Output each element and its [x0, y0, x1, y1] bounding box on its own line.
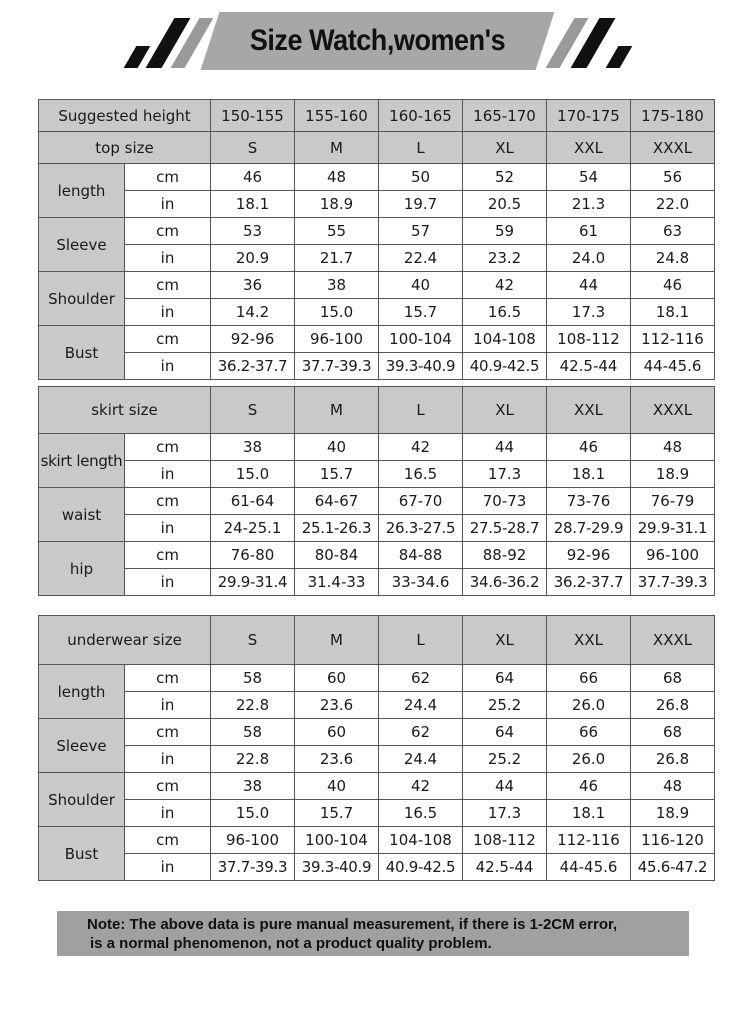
value-cell: 29.9-31.4 [211, 569, 295, 596]
value-cell: 48 [295, 164, 379, 191]
height-row [39, 100, 715, 132]
value-cell: 76-80 [211, 542, 295, 569]
value-cell: 24.0 [547, 245, 631, 272]
size-header-cell: XXXL [631, 616, 715, 665]
unit-label: in [125, 461, 211, 488]
height-range-cell: 155-160 [295, 100, 379, 132]
value-cell: 42.5-44 [547, 353, 631, 380]
value-cell: 22.4 [379, 245, 463, 272]
value-cell: 21.3 [547, 191, 631, 218]
measurement-label: length [39, 164, 125, 218]
value-cell: 15.7 [379, 299, 463, 326]
value-cell: 15.0 [211, 461, 295, 488]
measurement-row [39, 326, 715, 353]
size-header-cell: XXL [547, 616, 631, 665]
value-cell: 64 [463, 719, 547, 746]
value-cell: 58 [211, 719, 295, 746]
value-cell: 70-73 [463, 488, 547, 515]
unit-label: cm [125, 542, 211, 569]
height-range-cell: 160-165 [379, 100, 463, 132]
measurement-row [39, 353, 715, 380]
value-cell: 37.7-39.3 [295, 353, 379, 380]
value-cell: 25.1-26.3 [295, 515, 379, 542]
page-title: Size Watch,women's [249, 24, 506, 57]
value-cell: 19.7 [379, 191, 463, 218]
size-header-cell: XXXL [631, 132, 715, 164]
value-cell: 92-96 [547, 542, 631, 569]
value-cell: 40 [295, 434, 379, 461]
value-cell: 18.1 [547, 461, 631, 488]
size-label: top size [39, 132, 211, 164]
size-header-cell: L [379, 387, 463, 434]
measurement-row [39, 218, 715, 245]
value-cell: 34.6-36.2 [463, 569, 547, 596]
value-cell: 58 [211, 665, 295, 692]
measurement-row [39, 272, 715, 299]
height-range-cell: 175-180 [631, 100, 715, 132]
value-cell: 100-104 [379, 326, 463, 353]
size-header-cell: XXL [547, 132, 631, 164]
value-cell: 46 [631, 272, 715, 299]
unit-label: cm [125, 434, 211, 461]
size-header-row [39, 132, 715, 164]
value-cell: 45.6-47.2 [631, 854, 715, 881]
size-header-cell: XL [463, 616, 547, 665]
value-cell: 46 [211, 164, 295, 191]
value-cell: 84-88 [379, 542, 463, 569]
value-cell: 50 [379, 164, 463, 191]
value-cell: 116-120 [631, 827, 715, 854]
measurement-row [39, 692, 715, 719]
measurement-row [39, 746, 715, 773]
value-cell: 22.0 [631, 191, 715, 218]
value-cell: 63 [631, 218, 715, 245]
size-header-cell: XL [463, 387, 547, 434]
unit-label: in [125, 191, 211, 218]
value-cell: 36.2-37.7 [547, 569, 631, 596]
size-header-row [39, 387, 715, 434]
value-cell: 73-76 [547, 488, 631, 515]
value-cell: 26.3-27.5 [379, 515, 463, 542]
unit-label: in [125, 299, 211, 326]
value-cell: 16.5 [379, 461, 463, 488]
value-cell: 52 [463, 164, 547, 191]
value-cell: 67-70 [379, 488, 463, 515]
value-cell: 38 [295, 272, 379, 299]
value-cell: 112-116 [547, 827, 631, 854]
value-cell: 16.5 [379, 800, 463, 827]
value-cell: 24-25.1 [211, 515, 295, 542]
height-range-cell: 170-175 [547, 100, 631, 132]
measurement-label: Bust [39, 326, 125, 380]
measurement-row [39, 542, 715, 569]
measurement-row [39, 164, 715, 191]
size-header-row [39, 616, 715, 665]
unit-label: cm [125, 488, 211, 515]
skirt-size-table [38, 386, 715, 596]
top-size-table [38, 99, 715, 380]
measurement-label: Sleeve [39, 218, 125, 272]
size-header-cell: XXXL [631, 387, 715, 434]
size-label: skirt size [39, 387, 211, 434]
value-cell: 25.2 [463, 746, 547, 773]
value-cell: 38 [211, 434, 295, 461]
value-cell: 40.9-42.5 [463, 353, 547, 380]
measurement-row [39, 800, 715, 827]
unit-label: in [125, 854, 211, 881]
unit-label: cm [125, 719, 211, 746]
measurement-row [39, 299, 715, 326]
size-header-cell: M [295, 132, 379, 164]
value-cell: 55 [295, 218, 379, 245]
value-cell: 18.9 [631, 800, 715, 827]
value-cell: 36.2-37.7 [211, 353, 295, 380]
value-cell: 44 [463, 434, 547, 461]
value-cell: 33-34.6 [379, 569, 463, 596]
value-cell: 44-45.6 [547, 854, 631, 881]
value-cell: 46 [547, 773, 631, 800]
value-cell: 100-104 [295, 827, 379, 854]
value-cell: 22.8 [211, 746, 295, 773]
value-cell: 18.9 [295, 191, 379, 218]
value-cell: 96-100 [295, 326, 379, 353]
right-stripe-decoration [606, 46, 633, 68]
value-cell: 48 [631, 773, 715, 800]
value-cell: 60 [295, 719, 379, 746]
value-cell: 26.8 [631, 692, 715, 719]
measurement-row [39, 461, 715, 488]
value-cell: 40.9-42.5 [379, 854, 463, 881]
measurement-label: skirt length [39, 434, 125, 488]
size-header-cell: L [379, 132, 463, 164]
note-bar [57, 911, 689, 956]
value-cell: 23.6 [295, 746, 379, 773]
unit-label: in [125, 569, 211, 596]
value-cell: 39.3-40.9 [295, 854, 379, 881]
value-cell: 18.1 [547, 800, 631, 827]
value-cell: 26.0 [547, 746, 631, 773]
value-cell: 15.7 [295, 800, 379, 827]
value-cell: 21.7 [295, 245, 379, 272]
unit-label: cm [125, 272, 211, 299]
measurement-row [39, 854, 715, 881]
measurement-label: waist [39, 488, 125, 542]
value-cell: 36 [211, 272, 295, 299]
size-header-cell: XXL [547, 387, 631, 434]
value-cell: 108-112 [463, 827, 547, 854]
value-cell: 15.0 [211, 800, 295, 827]
value-cell: 88-92 [463, 542, 547, 569]
value-cell: 18.1 [211, 191, 295, 218]
measurement-label: length [39, 665, 125, 719]
value-cell: 15.0 [295, 299, 379, 326]
value-cell: 22.8 [211, 692, 295, 719]
value-cell: 104-108 [379, 827, 463, 854]
value-cell: 38 [211, 773, 295, 800]
size-header-cell: S [211, 387, 295, 434]
value-cell: 57 [379, 218, 463, 245]
measurement-row [39, 827, 715, 854]
value-cell: 48 [631, 434, 715, 461]
value-cell: 62 [379, 665, 463, 692]
unit-label: in [125, 746, 211, 773]
underwear-size-table [38, 615, 715, 881]
value-cell: 14.2 [211, 299, 295, 326]
measurement-label: Shoulder [39, 773, 125, 827]
value-cell: 17.3 [547, 299, 631, 326]
value-cell: 31.4-33 [295, 569, 379, 596]
measurement-row [39, 515, 715, 542]
value-cell: 42 [463, 272, 547, 299]
value-cell: 26.8 [631, 746, 715, 773]
unit-label: cm [125, 218, 211, 245]
value-cell: 68 [631, 665, 715, 692]
value-cell: 39.3-40.9 [379, 353, 463, 380]
height-label: Suggested height [39, 100, 211, 132]
size-header-cell: M [295, 616, 379, 665]
value-cell: 44 [463, 773, 547, 800]
unit-label: in [125, 515, 211, 542]
value-cell: 53 [211, 218, 295, 245]
measurement-label: hip [39, 542, 125, 596]
value-cell: 92-96 [211, 326, 295, 353]
unit-label: cm [125, 326, 211, 353]
unit-label: cm [125, 773, 211, 800]
value-cell: 25.2 [463, 692, 547, 719]
value-cell: 20.9 [211, 245, 295, 272]
value-cell: 80-84 [295, 542, 379, 569]
height-range-cell: 150-155 [211, 100, 295, 132]
note-line-1: Note: The above data is pure manual measurement, if there is 1-2CM error, [87, 916, 618, 933]
measurement-row [39, 434, 715, 461]
value-cell: 60 [295, 665, 379, 692]
value-cell: 44 [547, 272, 631, 299]
value-cell: 61 [547, 218, 631, 245]
measurement-row [39, 569, 715, 596]
unit-label: in [125, 692, 211, 719]
value-cell: 66 [547, 719, 631, 746]
measurement-row [39, 665, 715, 692]
unit-label: in [125, 353, 211, 380]
value-cell: 40 [379, 272, 463, 299]
size-header-cell: XL [463, 132, 547, 164]
value-cell: 17.3 [463, 461, 547, 488]
size-header-cell: S [211, 132, 295, 164]
value-cell: 17.3 [463, 800, 547, 827]
value-cell: 54 [547, 164, 631, 191]
height-range-cell: 165-170 [463, 100, 547, 132]
value-cell: 24.8 [631, 245, 715, 272]
measurement-label: Sleeve [39, 719, 125, 773]
value-cell: 64-67 [295, 488, 379, 515]
value-cell: 23.2 [463, 245, 547, 272]
value-cell: 42 [379, 434, 463, 461]
value-cell: 42.5-44 [463, 854, 547, 881]
value-cell: 29.9-31.1 [631, 515, 715, 542]
value-cell: 64 [463, 665, 547, 692]
measurement-row [39, 245, 715, 272]
value-cell: 68 [631, 719, 715, 746]
measurement-row [39, 719, 715, 746]
value-cell: 27.5-28.7 [463, 515, 547, 542]
note-line-2: is a normal phenomenon, not a product quality problem. [90, 935, 492, 952]
unit-label: in [125, 245, 211, 272]
unit-label: in [125, 800, 211, 827]
value-cell: 28.7-29.9 [547, 515, 631, 542]
value-cell: 104-108 [463, 326, 547, 353]
unit-label: cm [125, 827, 211, 854]
size-label: underwear size [39, 616, 211, 665]
value-cell: 76-79 [631, 488, 715, 515]
value-cell: 56 [631, 164, 715, 191]
value-cell: 44-45.6 [631, 353, 715, 380]
value-cell: 16.5 [463, 299, 547, 326]
header-banner [0, 0, 750, 80]
unit-label: cm [125, 164, 211, 191]
value-cell: 42 [379, 773, 463, 800]
value-cell: 46 [547, 434, 631, 461]
value-cell: 26.0 [547, 692, 631, 719]
value-cell: 18.9 [631, 461, 715, 488]
value-cell: 20.5 [463, 191, 547, 218]
size-header-cell: S [211, 616, 295, 665]
value-cell: 37.7-39.3 [631, 569, 715, 596]
unit-label: cm [125, 665, 211, 692]
value-cell: 40 [295, 773, 379, 800]
value-cell: 112-116 [631, 326, 715, 353]
measurement-label: Bust [39, 827, 125, 881]
measurement-row [39, 488, 715, 515]
value-cell: 24.4 [379, 692, 463, 719]
value-cell: 15.7 [295, 461, 379, 488]
value-cell: 37.7-39.3 [211, 854, 295, 881]
value-cell: 108-112 [547, 326, 631, 353]
size-header-cell: L [379, 616, 463, 665]
size-header-cell: M [295, 387, 379, 434]
measurement-label: Shoulder [39, 272, 125, 326]
value-cell: 18.1 [631, 299, 715, 326]
value-cell: 62 [379, 719, 463, 746]
measurement-row [39, 773, 715, 800]
value-cell: 61-64 [211, 488, 295, 515]
value-cell: 59 [463, 218, 547, 245]
value-cell: 66 [547, 665, 631, 692]
value-cell: 96-100 [631, 542, 715, 569]
value-cell: 24.4 [379, 746, 463, 773]
value-cell: 23.6 [295, 692, 379, 719]
value-cell: 96-100 [211, 827, 295, 854]
measurement-row [39, 191, 715, 218]
